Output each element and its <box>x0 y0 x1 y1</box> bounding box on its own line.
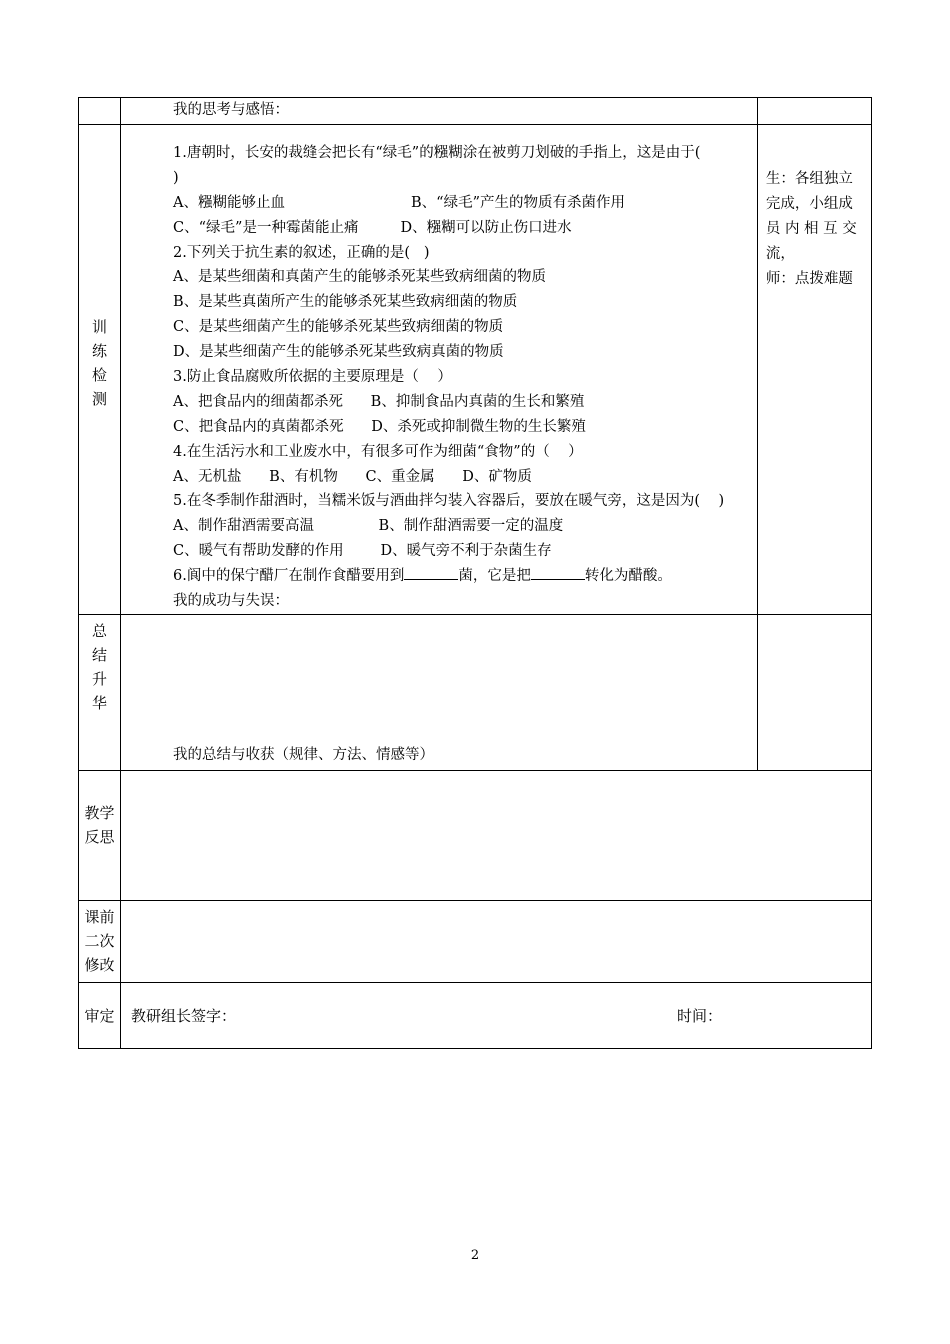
side-note-line: 师：点拨难题 <box>765 270 853 287</box>
teaching-reflection-content-cell <box>121 771 872 901</box>
fill-blank <box>531 565 585 580</box>
training-row <box>79 125 872 615</box>
teaching-reflection-label-cell <box>79 771 121 901</box>
question-4-options: A、无机盐 B、有机物 C、重金属 D、矿物质 <box>173 468 532 485</box>
review-label: 审定 <box>84 1006 115 1025</box>
side-note-line: 完成，小组成 <box>765 195 853 212</box>
question-2-option-b: B、是某些真菌所产生的能够杀死某些致病细菌的物质 <box>173 294 518 311</box>
teaching-reflection-label: 反思 <box>84 828 115 846</box>
summary-text: 我的总结与收获（规律、方法、情感等） <box>173 747 435 764</box>
question-5-options-cd: C、暖气有帮助发酵的作用 D、暖气旁不利于杂菌生存 <box>173 543 552 560</box>
question-2-option-c: C、是某些细菌产生的能够杀死某些致病细菌的物质 <box>173 319 504 336</box>
side-note-line: 流， <box>765 245 795 262</box>
question-3: 3.防止食品腐败所依据的主要原理是（ ） <box>173 369 452 386</box>
question-5-options-ab: A、制作甜酒需要高温 B、制作甜酒需要一定的温度 <box>173 518 564 535</box>
lesson-plan-table <box>78 97 872 1049</box>
reflection-label-cell <box>79 98 121 125</box>
question-1-options-cd <box>173 216 757 241</box>
question-4: 4.在生活污水和工业废水中，有很多可作为细菌“食物”的（ ） <box>173 443 583 460</box>
revision-label: 课前 <box>84 908 115 926</box>
revision-content-cell <box>121 901 872 983</box>
option-d: D、糨糊可以防止伤口进水 <box>400 219 572 236</box>
reflection-text: 我的思考与感悟： <box>173 102 290 118</box>
question-2-option-d: D、是某些细菌产生的能够杀死某些致病真菌的物质 <box>173 344 504 361</box>
summary-row <box>79 615 872 771</box>
revision-row <box>79 901 872 983</box>
training-content-cell <box>121 125 758 615</box>
signature-label: 教研组长签字： <box>131 1006 237 1025</box>
reflection-side-cell <box>757 98 871 125</box>
revision-label-cell <box>79 901 121 983</box>
training-label-char: 训 <box>92 318 108 336</box>
option-c: C、“绿毛”是一种霉菌能止痛 <box>173 219 359 236</box>
training-label-char: 检 <box>92 366 108 384</box>
review-content-cell <box>121 983 872 1049</box>
training-label-char: 练 <box>92 342 108 360</box>
teaching-reflection-row <box>79 771 872 901</box>
question-5: 5.在冬季制作甜酒时，当糯米饭与酒曲拌匀装入容器后，要放在暖气旁，这是因为( ) <box>173 493 725 510</box>
page-number: 2 <box>470 1248 480 1263</box>
question-2-option-a: A、是某些细菌和真菌产生的能够杀死某些致病细菌的物质 <box>173 269 547 286</box>
question-1: 1.唐朝时，长安的裁缝会把长有“绿毛”的糨糊涂在被剪刀划破的手指上，这是由于( <box>173 145 701 161</box>
review-label-cell <box>79 983 121 1049</box>
option-a: A、糨糊能够止血 <box>173 194 286 211</box>
question-1-paren: ) <box>173 169 179 186</box>
summary-label-cell <box>79 615 121 771</box>
summary-label-char: 升 <box>92 670 108 688</box>
reflection-content-cell <box>121 98 758 125</box>
training-label-char: 测 <box>92 390 108 408</box>
review-row <box>79 983 872 1049</box>
reflection-row <box>79 98 872 125</box>
summary-label-char: 结 <box>92 646 108 664</box>
question-3-options-cd: C、把食品内的真菌都杀死 D、杀死或抑制微生物的生长繁殖 <box>173 418 586 435</box>
revision-label: 二次 <box>84 932 115 950</box>
fill-blank <box>404 565 458 580</box>
question-2: 2.下列关于抗生素的叙述，正确的是( ) <box>173 244 430 261</box>
teaching-reflection-label: 教学 <box>84 804 115 822</box>
summary-side-cell <box>757 615 871 771</box>
summary-content-cell <box>121 615 758 771</box>
side-note-line: 生：各组独立 <box>765 171 853 187</box>
training-side-cell <box>757 125 871 615</box>
summary-label-char: 总 <box>92 622 108 640</box>
option-b: B、“绿毛”产生的物质有杀菌作用 <box>411 194 626 211</box>
success-text: 我的成功与失误： <box>173 593 290 610</box>
training-label-cell <box>79 125 121 615</box>
time-label: 时间： <box>677 1006 723 1025</box>
question-6: 6.阆中的保宁醋厂在制作食醋要用到 菌，它是把 转化为醋酸。 <box>173 564 757 589</box>
question-1-options-ab <box>173 191 757 216</box>
revision-label: 修改 <box>84 956 115 974</box>
summary-label-char: 华 <box>92 694 108 712</box>
question-3-options-ab: A、把食品内的细菌都杀死 B、抑制食品内真菌的生长和繁殖 <box>173 393 585 410</box>
side-note-line: 员 内 相 互 交 <box>765 220 857 237</box>
